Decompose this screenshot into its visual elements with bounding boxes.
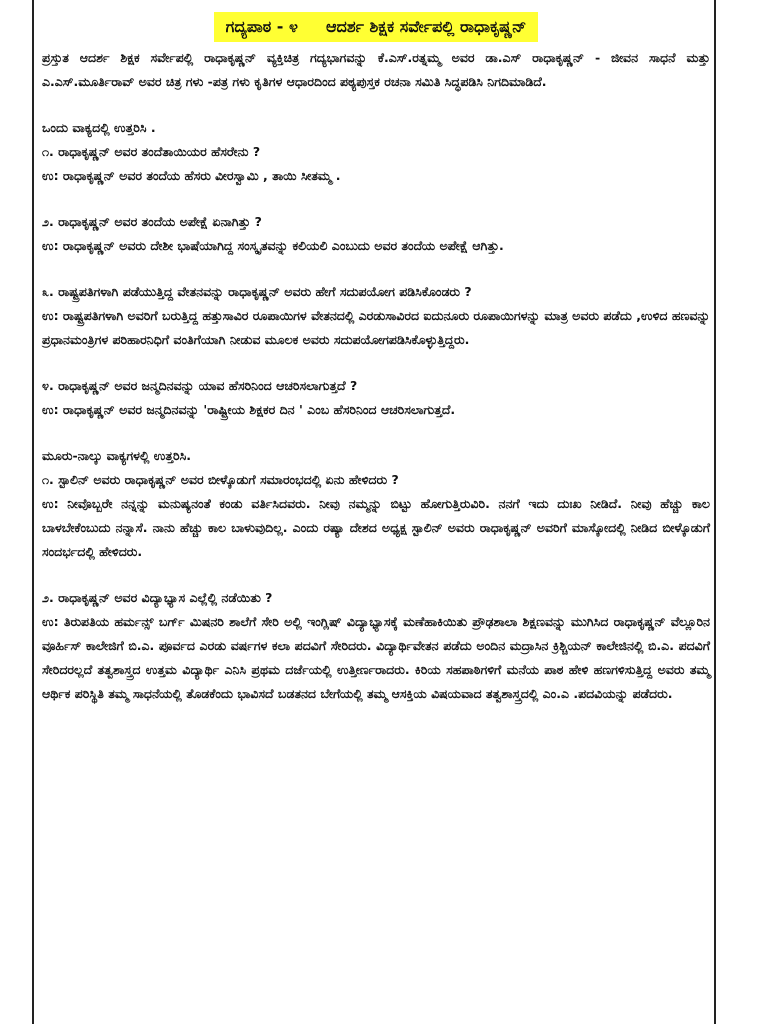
section2-answer-1: ಉ: ನೀವೊಬ್ಬರೇ ನನ್ನನ್ನು ಮನುಷ್ಯನಂತೆ ಕಂಡು ವರ್ತಿಸಿದವರು. ನೀವು ನಮ್ಮನ್ನು ಬಿಟ್ಟು ಹೋಗುತ್ತಿರುವಿರಿ. ನನಗೆ ಇದು ದುಃಖ ನೀಡಿದೆ. ನೀವು ಹೆಚ್ಚು ಕಾಲ ಬಾಳಬೇಕೆಂಬುದು ನನ್ನಾಸೆ. ನಾನು ಹೆಚ್ಚು ಕಾಲ ಬಾಳುವುದಿಲ್ಲ. ಎಂದು ರಷ್ಯಾ ದೇಶದ ಅಧ್ಯಕ್ಷ ಸ್ಟಾಲಿನ್ ಅವರು ರಾಧಾಕೃಷ್ಣನ್ ಅವರಿಗೆ ಮಾಸ್ಕೋದಲ್ಲಿ ನೀಡಿದ ಬೀಳ್ಕೊಡುಗೆ ಸಂದರ್ಭದಲ್ಲಿ ಹೇಳಿದರು. [42,496,710,559]
answer-1: ಉ: ರಾಧಾಕೃಷ್ಣನ್ ಅವರ ತಂದೆಯ ಹೆಸರು ವೀರಸ್ವಾಮಿ , ತಾಯಿ ಸೀತಮ್ಮ . [42,168,341,183]
lesson-title-highlight [214,12,539,42]
answer-2: ಉ: ರಾಧಾಕೃಷ್ಣನ್ ಅವರು ದೇಶೀ ಭಾಷೆಯಾಗಿದ್ದ ಸಂಸ್ಕೃತವನ್ನು ಕಲಿಯಲಿ ಎಂಬುದು ಅವರ ತಂದೆಯ ಅಪೇಕ್ಷೆ ಆಗಿತ್ತು. [42,238,504,253]
question-3: ೩. ರಾಷ್ಟ್ರಪತಿಗಳಾಗಿ ಪಡೆಯುತ್ತಿದ್ದ ವೇತನವನ್ನು ರಾಧಾಕೃಷ್ಣನ್ ಅವರು ಹೇಗೆ ಸದುಪಯೋಗ ಪಡಿಸಿಕೊಂಡರು ? [42,284,472,299]
document-content [42,12,710,706]
title-row [42,12,710,46]
section2-heading: ಮೂರು-ನಾಲ್ಕು ವಾಕ್ಯಗಳಲ್ಲಿ ಉತ್ತರಿಸಿ. [42,448,192,463]
page-border-left [32,0,34,1024]
question-1: ೧. ರಾಧಾಕೃಷ್ಣನ್ ಅವರ ತಂದೆತಾಯಿಯರ ಹೆಸರೇನು ? [42,144,261,159]
section2-question-1: ೧. ಸ್ಟಾಲಿನ್ ಅವರು ರಾಧಾಕೃಷ್ಣನ್ ಅವರ ಬೀಳ್ಕೊಡುಗೆ ಸಮಾರಂಭದಲ್ಲಿ ಏನು ಹೇಳಿದರು ? [42,472,399,487]
section1-heading: ಒಂದು ವಾಕ್ಯದಲ್ಲಿ ಉತ್ತರಿಸಿ . [42,120,156,135]
lesson-title: ಆದರ್ಶ ಶಿಕ್ಷಕ ಸರ್ವೇಪಲ್ಲಿ ರಾಧಾಕೃಷ್ಣನ್ [325,17,527,36]
answer-3: ಉ: ರಾಷ್ಟ್ರಪತಿಗಳಾಗಿ ಅವರಿಗೆ ಬರುತ್ತಿದ್ದ ಹತ್ತುಸಾವಿರ ರೂಪಾಯಿಗಳ ವೇತನದಲ್ಲಿ ಎರಡುಸಾವಿರದ ಐದುನೂರು ರೂಪಾಯಿಗಳನ್ನು ಮಾತ್ರ ಅವರು ಪಡೆದು ,ಉಳಿದ ಹಣವನ್ನು ಪ್ರಧಾನಮಂತ್ರಿಗಳ ಪರಿಹಾರನಿಧಿಗೆ ವಂತಿಗೆಯಾಗಿ ನೀಡುವ ಮೂಲಕ ಅವರು ಸದುಪಯೋಗಪಡಿಸಿಕೊಳ್ಳುತ್ತಿದ್ದರು. [42,308,710,347]
page-border-right [714,0,716,1024]
question-4: ೪. ರಾಧಾಕೃಷ್ಣನ್ ಅವರ ಜನ್ಮದಿನವನ್ನು ಯಾವ ಹೆಸರಿನಿಂದ ಆಚರಿಸಲಾಗುತ್ತದೆ ? [42,378,358,393]
lesson-number: ಗದ್ಯಪಾಠ - ೪ [225,17,298,36]
intro-paragraph: ಪ್ರಸ್ತುತ ಆದರ್ಶ ಶಿಕ್ಷಕ ಸರ್ವೇಪಲ್ಲಿ ರಾಧಾಕೃಷ್ಣನ್ ವ್ಯಕ್ತಿಚಿತ್ರ ಗದ್ಯಭಾಗವನ್ನು ಕೆ.ಎಸ್.ರತ್ನಮ್ಮ ಅವರ ಡಾ.ಎಸ್ ರಾಧಾಕೃಷ್ಣನ್ - ಜೀವನ ಸಾಧನೆ ಮತ್ತು ಎ.ಎಸ್.ಮೂರ್ತಿರಾವ್ ಅವರ ಚಿತ್ರ ಗಳು -ಪತ್ರ ಗಳು ಕೃತಿಗಳ ಆಧಾರದಿಂದ ಪಠ್ಯಪುಸ್ತಕ ರಚನಾ ಸಮಿತಿ ಸಿದ್ಧಪಡಿಸಿ ನಿಗದಿಮಾಡಿದೆ. [42,50,710,89]
question-2: ೨. ರಾಧಾಕೃಷ್ಣನ್ ಅವರ ತಂದೆಯ ಅಪೇಕ್ಷೆ ಏನಾಗಿತ್ತು ? [42,214,262,229]
section2-question-2: ೨. ರಾಧಾಕೃಷ್ಣನ್ ಅವರ ವಿದ್ಯಾಭ್ಯಾಸ ಎಲ್ಲೆಲ್ಲಿ ನಡೆಯಿತು ? [42,590,273,605]
section2-answer-2: ಉ: ತಿರುಪತಿಯ ಹರ್ಮನ್ಸ್ ಬರ್ಗ್ ಮಿಷನರಿ ಶಾಲೆಗೆ ಸೇರಿ ಅಲ್ಲಿ ಇಂಗ್ಲಿಷ್ ವಿದ್ಯಾಭ್ಯಾಸಕ್ಕೆ ಮಣೆಹಾಕಿಯಿತು ಪ್ರೌಢಶಾಲಾ ಶಿಕ್ಷಣವನ್ನು ಮುಗಿಸಿದ ರಾಧಾಕೃಷ್ಣನ್ ವೆಲ್ಲೂರಿನ ವೂರ್ಹಿಸ್ ಕಾಲೇಜಿಗೆ ಬಿ.ಎ. ಪೂರ್ವದ ಎರಡು ವರ್ಷಗಳ ಕಲಾ ಪದವಿಗೆ ಸೇರಿದರು. ವಿದ್ಯಾರ್ಥಿವೇತನ ಪಡೆದು ಅಂದಿನ ಮದ್ರಾಸಿನ ಕ್ರಿಶ್ಚಿಯನ್ ಕಾಲೇಜಿನಲ್ಲಿ ಬಿ.ಎ. ಪದವಿಗೆ ಸೇರಿದರಲ್ಲದೆ ತತ್ವಶಾಸ್ತ್ರದ ಉತ್ತಮ ವಿದ್ಯಾರ್ಥಿ ಎನಿಸಿ ಪ್ರಥಮ ದರ್ಜೆಯಲ್ಲಿ ಉತ್ತೀರ್ಣರಾದರು. ಕಿರಿಯ ಸಹಪಾಠಿಗಳಿಗೆ ಮನೆಯ ಪಾಠ ಹೇಳಿ ಹಣಗಳಿಸುತ್ತಿದ್ದ ಅವರು ತಮ್ಮ ಆರ್ಥಿಕ ಪರಿಸ್ಥಿತಿ ತಮ್ಮ ಸಾಧನೆಯಲ್ಲಿ ತೊಡಕೆಂದು ಭಾವಿಸದೆ ಬಡತನದ ಬೇಗೆಯಲ್ಲಿ ತಮ್ಮ ಆಸಕ್ತಿಯ ವಿಷಯವಾದ ತತ್ವಶಾಸ್ತ್ರದಲ್ಲಿ ಎಂ.ಎ .ಪದವಿಯನ್ನು ಪಡೆದರು. [42,614,710,701]
answer-4: ಉ: ರಾಧಾಕೃಷ್ಣನ್ ಅವರ ಜನ್ಮದಿನವನ್ನು 'ರಾಷ್ಟ್ರೀಯ ಶಿಕ್ಷಕರ ದಿನ ' ಎಂಬ ಹೆಸರಿನಿಂದ ಆಚರಿಸಲಾಗುತ್ತದೆ. [42,402,456,417]
